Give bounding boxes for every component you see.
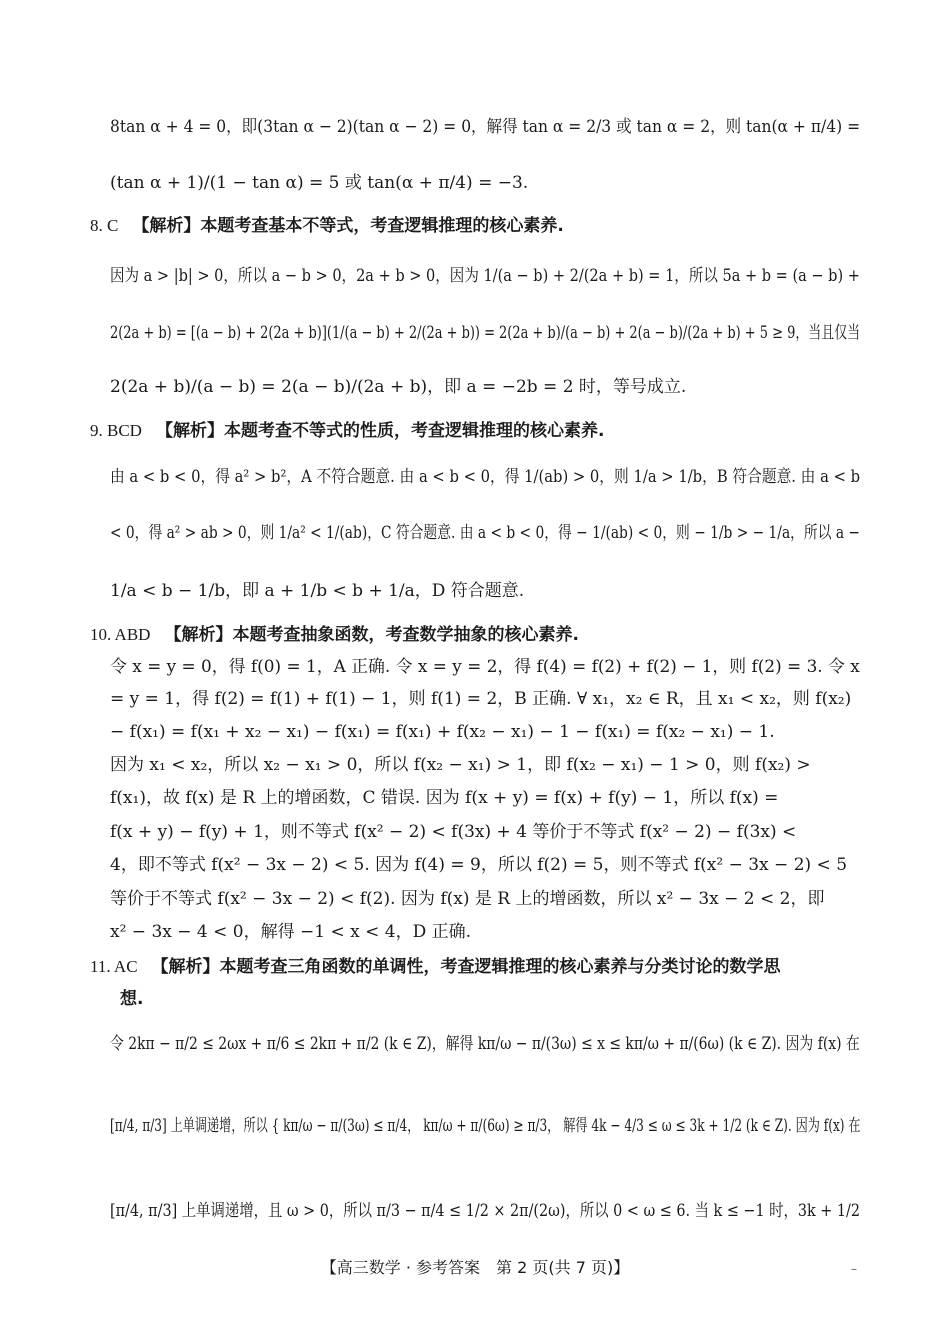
text-line: 2(2a + b) = [(a − b) + 2(2a + b)](1/(a − b) + 2/(2a + b)) = 2(2a + b)/(a − b) + 2(a − b)/(2a + b) + 5 ≥ 9，当且仅当 [110, 323, 861, 343]
text-line: f(x + y) − f(y) + 1，则不等式 f(x² − 2) < f(3x) + 4 等价于不等式 f(x² − 2) − f(3x) < [110, 822, 797, 842]
item-description-continued: 想. [120, 989, 144, 1009]
text-line: f(x₁)，故 f(x) 是 R 上的增函数，C 错误. 因为 f(x + y) = f(x) + f(y) − 1，所以 f(x) = [110, 788, 779, 808]
item-10-heading [90, 624, 860, 646]
text-line: [π/4, π/3] 上单调递增，所以 { kπ/ω − π/(3ω) ≤ π/4， kπ/ω + π/(6ω) ≥ π/3， 解得 4k − 4/3 ≤ ω ≤ 3k + 1/2 (k ∈ Z). 因为 f(x) 在 [110, 1116, 861, 1136]
item-number: 8. C [90, 216, 119, 235]
text-line: 8tan α + 4 = 0，即(3tan α − 2)(tan α − 2) = 0，解得 tan α = 2/3 或 tan α = 2，则 tan(α + π/4) = [110, 117, 861, 137]
text-line: 2(2a + b)/(a − b) = 2(a − b)/(2a + b)，即 a = −2b = 2 时，等号成立. [110, 377, 687, 397]
page-footer: 【高三数学 · 参考答案 第 2 页(共 7 页)】 [320, 1258, 630, 1277]
item-9-heading [90, 420, 860, 442]
analysis-tag: 【解析】 [155, 421, 224, 441]
corner-mark: – [851, 1262, 857, 1276]
text-line: 1/a < b − 1/b，即 a + 1/b < b + 1/a，D 符合题意. [110, 581, 525, 601]
item-number: 10. ABD [90, 625, 151, 644]
text-line: 由 a < b < 0，得 a² > b²，A 不符合题意. 由 a < b < 0，得 1/(ab) > 0，则 1/a > 1/b，B 符合题意. 由 a < b [110, 467, 861, 487]
text-line: 4，即不等式 f(x² − 3x − 2) < 5. 因为 f(4) = 9，所以 f(2) = 5，则不等式 f(x² − 3x − 2) < 5 [110, 855, 848, 875]
analysis-tag: 【解析】 [151, 957, 220, 977]
item-11-heading [90, 956, 860, 978]
text-line: 等价于不等式 f(x² − 3x − 2) < f(2). 因为 f(x) 是 R 上的增函数，所以 x² − 3x − 2 < 2，即 [110, 889, 825, 909]
item-8-heading [90, 215, 860, 237]
item-description: 本题考查基本不等式，考查逻辑推理的核心素养. [200, 216, 564, 236]
text-line: 因为 x₁ < x₂，所以 x₂ − x₁ > 0，所以 f(x₂ − x₁) > 1，即 f(x₂ − x₁) − 1 > 0，则 f(x₂) > [110, 755, 811, 775]
text-line: 令 2kπ − π/2 ≤ 2ωx + π/6 ≤ 2kπ + π/2 (k ∈ Z)，解得 kπ/ω − π/(3ω) ≤ x ≤ kπ/ω + π/(6ω) (k ∈ Z). 因为 f(x) 在 [110, 1034, 860, 1054]
item-description: 本题考查抽象函数，考查数学抽象的核心素养. [232, 625, 579, 645]
text-line: (tan α + 1)/(1 − tan α) = 5 或 tan(α + π/4) = −3. [110, 173, 529, 193]
text-line: − f(x₁) = f(x₁ + x₂ − x₁) − f(x₁) = f(x₁) + f(x₂ − x₁) − 1 − f(x₁) = f(x₂ − x₁) − 1. [110, 722, 775, 742]
item-number: 9. BCD [90, 421, 142, 440]
analysis-tag: 【解析】 [164, 625, 233, 645]
item-description: 本题考查不等式的性质，考查逻辑推理的核心素养. [223, 421, 605, 441]
analysis-tag: 【解析】 [132, 216, 201, 236]
text-line: 因为 a > |b| > 0，所以 a − b > 0，2a + b > 0，因为 1/(a − b) + 2/(2a + b) = 1，所以 5a + b = (a − b) + [110, 266, 860, 286]
item-description: 本题考查三角函数的单调性，考查逻辑推理的核心素养与分类讨论的数学思 [219, 957, 781, 977]
text-line: [π/4, π/3] 上单调递增，且 ω > 0，所以 π/3 − π/4 ≤ 1/2 × 2π/(2ω)，所以 0 < ω ≤ 6. 当 k ≤ −1 时，3k + 1/2 [110, 1201, 861, 1221]
text-line: < 0，得 a² > ab > 0，则 1/a² < 1/(ab)，C 符合题意. 由 a < b < 0，得 − 1/(ab) < 0，则 − 1/b > − 1/a，所以 a − [110, 523, 860, 543]
text-line: 令 x = y = 0，得 f(0) = 1，A 正确. 令 x = y = 2，得 f(4) = f(2) + f(2) − 1，则 f(2) = 3. 令 x [110, 657, 860, 677]
text-line: x² − 3x − 4 < 0，解得 −1 < x < 4，D 正确. [110, 922, 472, 942]
text-line: = y = 1，得 f(2) = f(1) + f(1) − 1，则 f(1) = 2，B 正确. ∀ x₁，x₂ ∈ R，且 x₁ < x₂，则 f(x₂) [110, 689, 852, 709]
item-number: 11. AC [90, 957, 138, 976]
